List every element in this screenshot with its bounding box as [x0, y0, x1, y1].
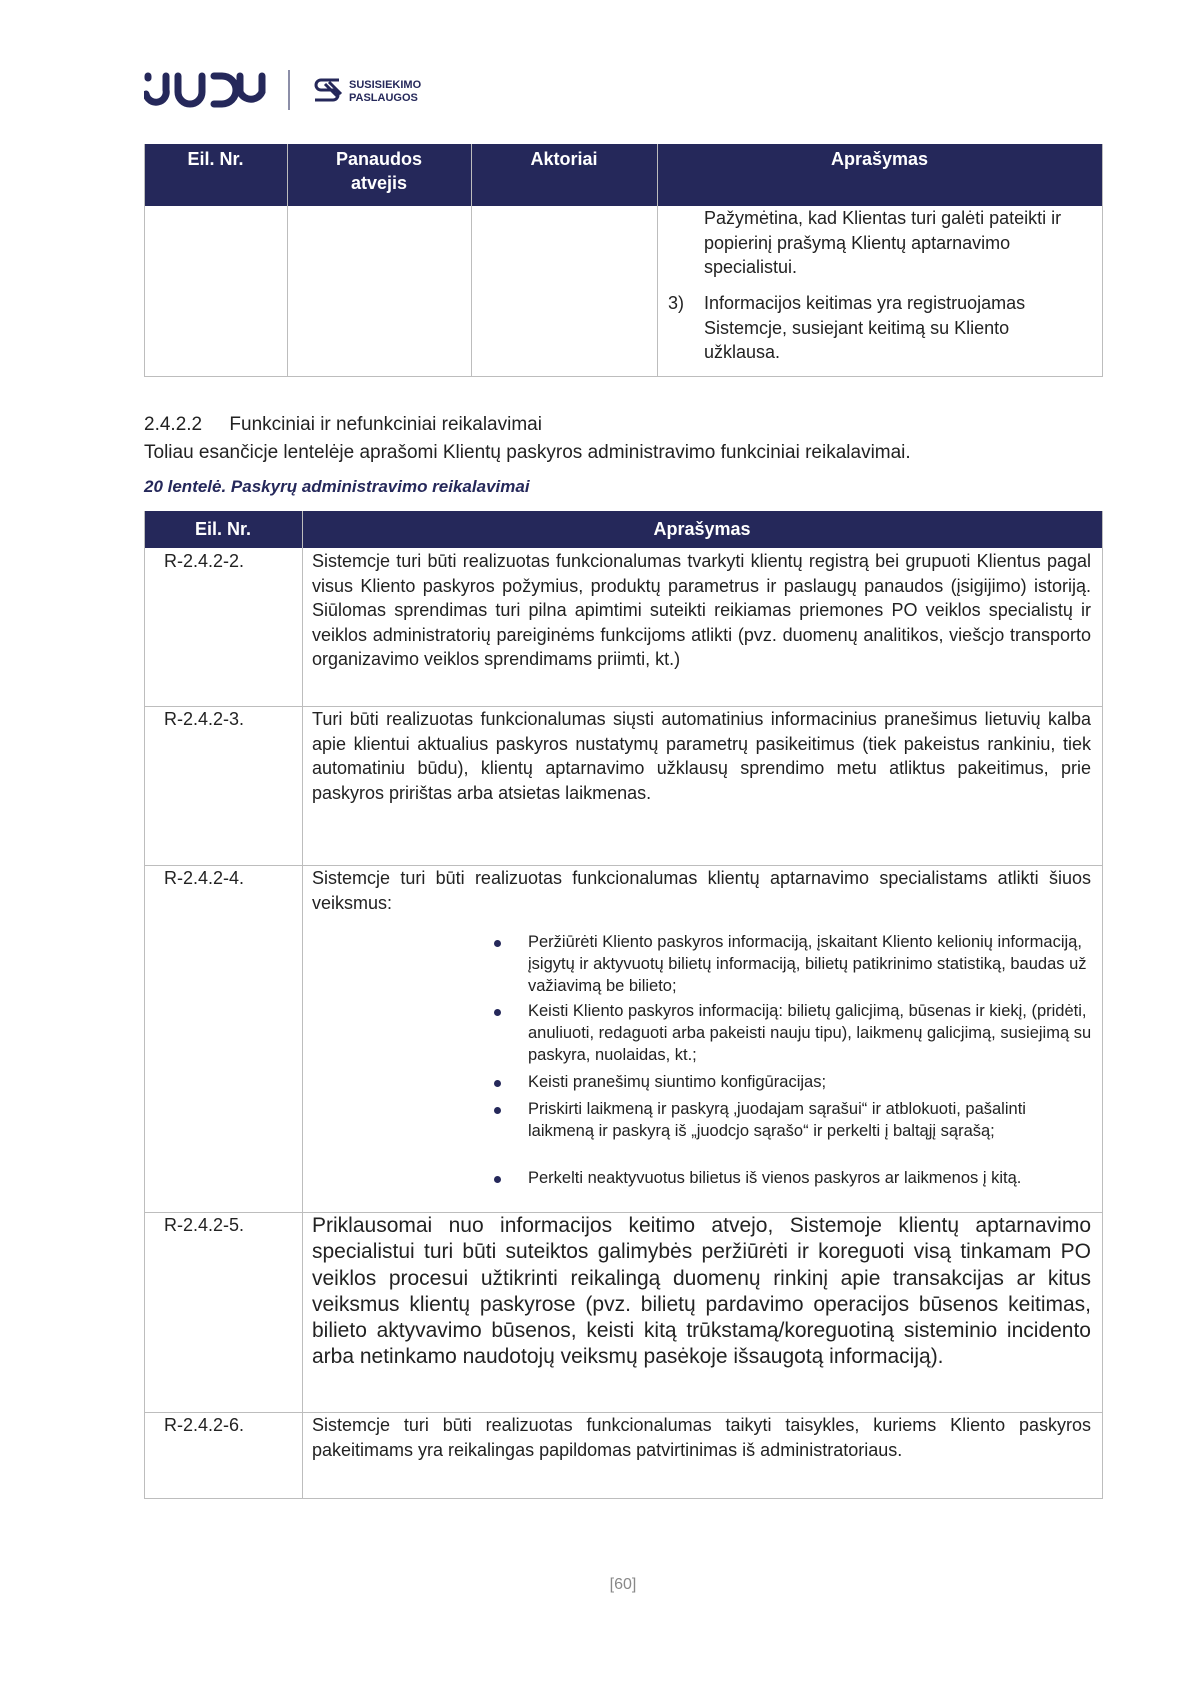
svg-text:SUSISIEKIMO: SUSISIEKIMO — [349, 79, 422, 91]
section-title: Funkciniai ir nefunkciniai reikalavimai — [229, 414, 542, 435]
requirement-text: Priklausomai nuo informacijos keitimo atvejo, Sistemoje klientų aptarnavimo specialistui turi būti suteiktos galimybės peržiūrėti ir koreguoti visą tinkamam PO veiklos procesui užtikrinti reikalingą duomenų rinkinį apie transakcijas ar kitus veiksmus klientų paskyrose (pvz. bilietų pardavimo operacijos būsenos keitimas, bilieto aktyvavimo būsenos, keisti kitą trūkstamą/koreguotiną sisteminio incidento arba netinkamo naudotojų veiksmų pasėkoje išsaugotą informaciją). — [312, 1214, 1091, 1369]
page-number: [60] — [609, 1576, 637, 1593]
requirement-text: Sistemcje turi būti realizuotas funkcionalumas taikyti taisykles, kuriems Kliento paskyros pakeitimams yra reikalingas papildomas patvirtinimas iš administratoriaus. — [312, 1415, 1091, 1460]
bullet-icon — [494, 1009, 501, 1016]
logo-divider — [288, 70, 290, 110]
table2-col-description: Aprašymas — [653, 519, 751, 539]
bullet-icon — [494, 1176, 501, 1183]
requirement-id: R-2.4.2-2. — [164, 551, 245, 571]
list-item: Keisti pranešimų siuntimo konfigūracijas; — [528, 1073, 827, 1091]
requirement-text: Sistemcje turi būti realizuotas funkcionalumas klientų aptarnavimo specialistams atlikti šiuos veiksmus: — [312, 868, 1091, 913]
requirement-id: R-2.4.2-5. — [164, 1215, 245, 1235]
description-continued: Pažymėtina, kad Klientas turi galėti pateikti ir popierinį prašymą Klientų aptarnavimo specialistui. — [704, 208, 1062, 278]
section-intro: Toliau esančicje lentelėje aprašomi Klientų paskyros administravimo funkciniai reikalavimai. — [144, 442, 911, 463]
list-item: Perkelti neaktyvuotus bilietus iš vienos paskyros ar laikmenos į kitą. — [528, 1169, 1022, 1187]
table1-col-use-case: Panaudos atvejis — [335, 149, 423, 193]
bullet-icon — [494, 940, 501, 947]
requirement-id: R-2.4.2-6. — [164, 1415, 245, 1435]
list-item: Priskirti laikmeną ir paskyrą ‚juodajam sąrašui“ ir atblokuoti, pašalinti laikmeną ir paskyrą iš „juodcjo sąrašo“ ir perkelti į baltąjį sąrašą; — [528, 1100, 1026, 1140]
item-number: 3) — [668, 293, 685, 313]
judu-logo — [144, 72, 266, 108]
table2-col-eil-nr: Eil. Nr. — [194, 519, 252, 539]
bullet-icon — [494, 1107, 501, 1114]
table-caption: 20 lentelė. Paskyrų administravimo reikalavimai — [144, 477, 530, 496]
susisiekimo-paslaugos-logo — [313, 76, 433, 106]
table1-col-description: Aprašymas — [830, 149, 929, 169]
bullet-icon — [494, 1080, 501, 1087]
requirement-id: R-2.4.2-4. — [164, 868, 245, 888]
list-item: Peržiūrėti Kliento paskyros informaciją, įskaitant Kliento kelionių informaciją, įsigytų ir aktyvuotų bilietų informaciją, bilietų patikrinimo statistiką, baudas už važiavimą be bilieto; — [528, 933, 1087, 995]
section-heading — [144, 413, 542, 437]
section-number: 2.4.2.2 — [144, 414, 203, 435]
svg-text:PASLAUGOS: PASLAUGOS — [349, 92, 418, 104]
table1-col-actors: Aktoriai — [530, 149, 598, 169]
requirement-text: Sistemcje turi būti realizuotas funkcionalumas tvarkyti klientų registrą bei grupuoti Klientus pagal visus Kliento paskyros požymius, produktų parametrus ir paslaugų panaudos (įsigijimo) istoriją. Siūlomas sprendimas turi pilna apimtimi suteikti reikiamas priemones PO veiklos specialistų ir veiklos administratorių pareiginėms funkcijoms atlikti (pvz. duomenų analitikos, viešcjo transporto organizavimo veiklos sprendimams priimti, kt.) — [312, 551, 1091, 670]
table1-col-eil-nr: Eil. Nr. — [187, 149, 244, 169]
requirement-id: R-2.4.2-3. — [164, 709, 245, 729]
item-text: Informacijos keitimas yra registruojamas Sistemcje, susiejant keitimą su Kliento užklausa. — [704, 293, 1026, 363]
requirement-text: Turi būti realizuotas funkcionalumas siųsti automatinius informacinius pranešimus lietuvių kalba apie klientui aktualius paskyros nustatymų parametrų pasikeitimus (tiek pakeistus rankiniu, tiek automatiniu būdu), klientų aptarnavimo užklausų sprendimo metu atliktus pakeitimus, prie paskyros pririštas arba atsietas laikmenas. — [312, 709, 1091, 803]
list-item: Keisti Kliento paskyros informaciją: bilietų galicjimą, būsenas ir kiekį, (pridėti, anuliuoti, redaguoti arba pakeisti nauju tipu), laikmenų galicjimą, susiejimą su paskyra, nuolaidas, kt.; — [528, 1002, 1092, 1064]
